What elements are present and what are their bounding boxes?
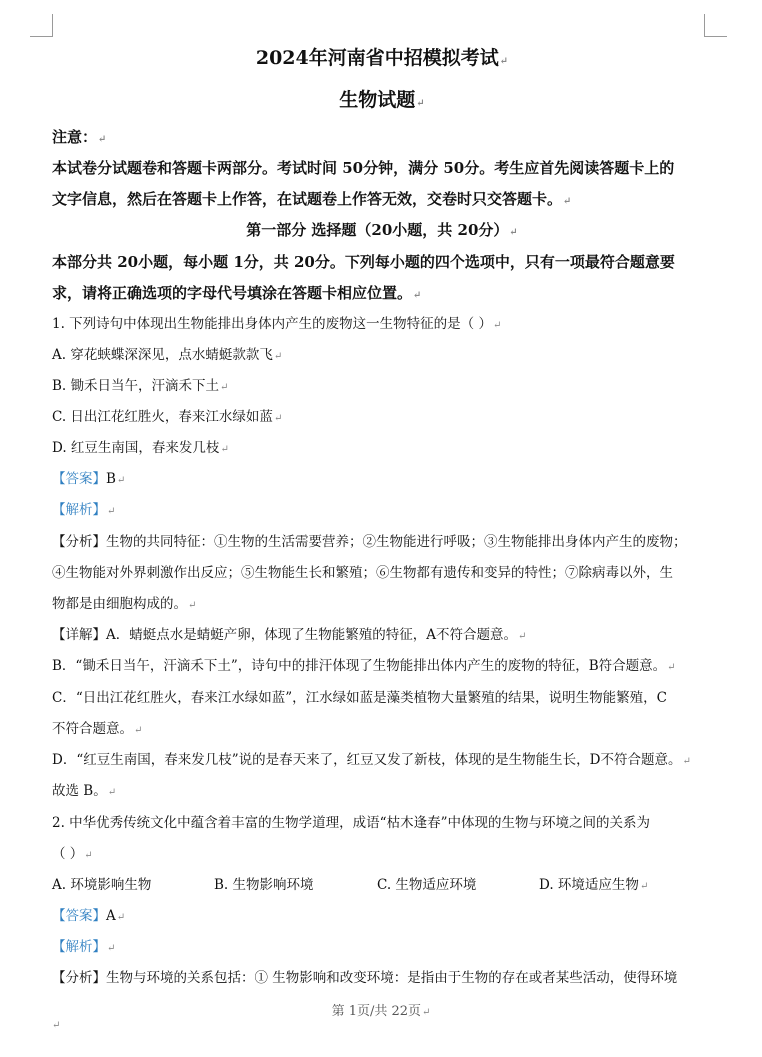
subject-title: 生物试题↵ <box>339 89 425 111</box>
exam-title: 2024年河南省中招模拟考试↵ <box>255 47 509 69</box>
section-heading: 第一部分 选择题（20小题，共 20分）↵ <box>246 221 518 239</box>
q2-option-d: D. 环境适应生物 <box>539 877 639 893</box>
q1-fenxi-line-3: 物都是由细胞构成的。↵ <box>52 596 197 612</box>
notice-line-2: 文字信息，然后在答题卡上作答，在试题卷上作答无效，交卷时只交答题卡。↵ <box>52 190 572 208</box>
paragraph-mark: ↵ <box>52 1020 61 1031</box>
q1-answer: 【答案】B↵ <box>52 471 126 487</box>
q1-detail-c-line-2: 不符合题意。↵ <box>52 721 143 737</box>
page-footer: 第 1页/共 22页↵ <box>331 1004 431 1019</box>
q2-option-c: C. 生物适应环境 <box>377 877 477 893</box>
q2-stem-line-1: 2. 中华优秀传统文化中蕴含着丰富的生物学道理，成语“枯木逢春”中体现的生物与环境之间的关系为 <box>52 815 650 831</box>
q2-options: A. 环境影响生物 B. 生物影响环境 C. 生物适应环境 D. 环境适应生物↵ <box>52 877 649 893</box>
q1-detail-d: D．“红豆生南国，春来发几枝”说的是春天来了，红豆又发了新枝，体现的是生物能生长，D不符合题意。↵ <box>52 752 691 768</box>
section-instruction-1: 本部分共 20小题，每小题 1分，共 20分。下列每小题的四个选项中，只有一项最符合题意要 <box>52 253 675 271</box>
section-instruction-2: 求，请将正确选项的字母代号填涂在答题卡相应位置。↵ <box>52 284 422 302</box>
crop-mark-top-right <box>704 14 727 37</box>
q1-detail-a: 【详解】A．蜻蜓点水是蜻蜓产卵，体现了生物能繁殖的特征，A不符合题意。↵ <box>52 627 527 643</box>
q1-option-c: C. 日出江花红胜火，春来江水绿如蓝↵ <box>52 409 283 425</box>
q1-option-a: A. 穿花蛱蝶深深见，点水蜻蜓款款飞↵ <box>52 347 283 363</box>
q1-analysis-tag: 【解析】↵ <box>52 502 116 518</box>
notice-label: 注意：↵ <box>52 128 107 146</box>
q2-analysis-tag: 【解析】↵ <box>52 939 116 955</box>
q1-detail-c-line-1: C．“日出江花红胜火，春来江水绿如蓝”，江水绿如蓝是藻类植物大量繁殖的结果，说明生物能繁殖，C <box>52 690 667 706</box>
q2-answer: 【答案】A↵ <box>52 908 126 924</box>
notice-line-1: 本试卷分试题卷和答题卡两部分。考试时间 50分钟，满分 50分。考生应首先阅读答题卡上的 <box>52 159 675 177</box>
q1-option-d: D. 红豆生南国，春来发几枝↵ <box>52 440 229 456</box>
q2-stem-line-2: （ ）↵ <box>52 846 93 862</box>
q2-fenxi-line-1: 【分析】生物与环境的关系包括：① 生物影响和改变环境：是指由于生物的存在或者某些活动，使得环境 <box>52 970 678 986</box>
q1-stem: 1. 下列诗句中体现出生物能排出身体内产生的废物这一生物特征的是（ ）↵ <box>52 316 502 332</box>
crop-mark-top-left <box>30 14 53 37</box>
q1-conclusion: 故选 B。↵ <box>52 783 117 799</box>
q1-fenxi-line-1: 【分析】生物的共同特征：①生物的生活需要营养；②生物能进行呼吸；③生物能排出身体内产生的废物； <box>52 534 687 550</box>
q2-option-b: B. 生物影响环境 <box>214 877 314 893</box>
q1-fenxi-line-2: ④生物能对外界刺激作出反应；⑤生物能生长和繁殖；⑥生物都有遗传和变异的特性；⑦除病毒以外，生 <box>52 565 673 581</box>
q1-option-b: B. 锄禾日当午，汗滴禾下土↵ <box>52 378 229 394</box>
q2-option-a: A. 环境影响生物 <box>52 877 152 893</box>
q1-detail-b: B．“锄禾日当午，汗滴禾下土”，诗句中的排汗体现了生物能排出体内产生的废物的特征，B符合题意。↵ <box>52 658 676 674</box>
